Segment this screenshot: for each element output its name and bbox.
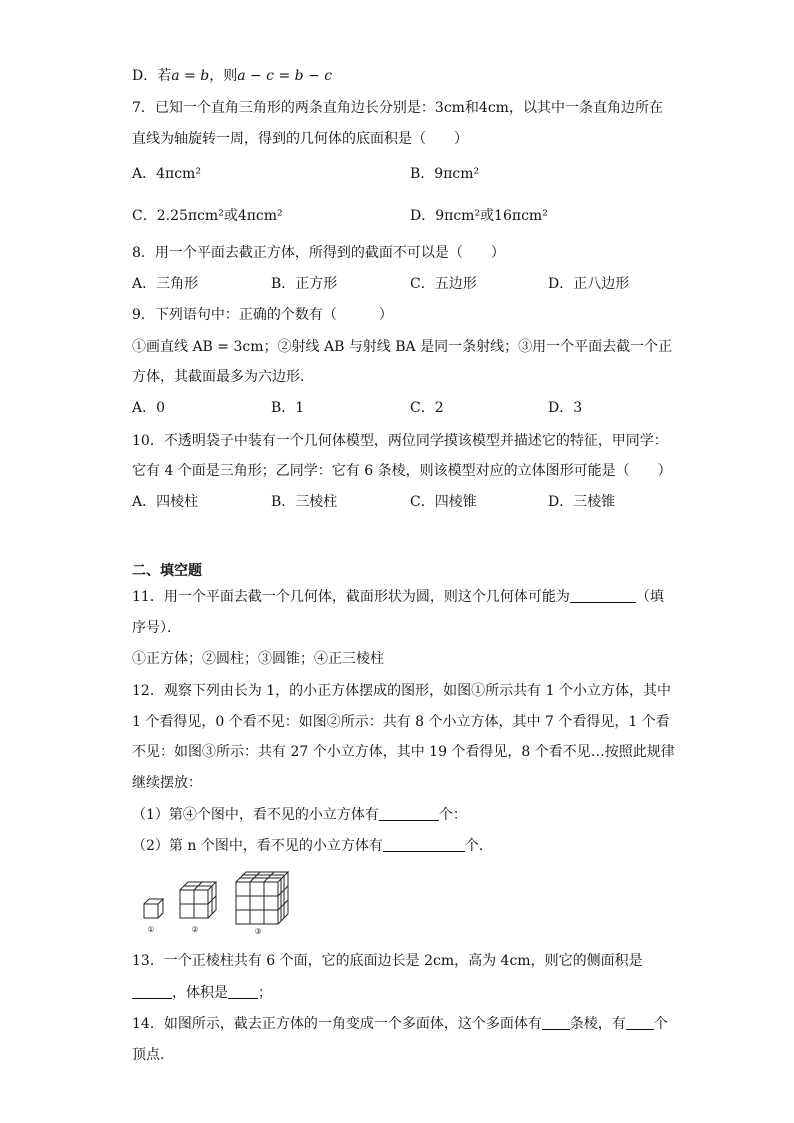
cube-figure-3 bbox=[236, 872, 288, 924]
section-title-fill-in: 二、填空题 bbox=[132, 563, 202, 579]
q9-option-c: C．2 bbox=[410, 400, 444, 416]
q14-stem-tail: 个 bbox=[653, 1016, 668, 1032]
cube-figure-1 bbox=[144, 899, 163, 918]
q6-option-d-eq: = bbox=[179, 68, 201, 84]
fig-label-3: ③ bbox=[254, 927, 262, 936]
q11-stem-line1 bbox=[132, 587, 664, 607]
cube-figure-2 bbox=[180, 882, 216, 918]
q12-sub1-tail: 个： bbox=[438, 807, 467, 823]
q6-option-d-b: b bbox=[200, 68, 210, 84]
q6-option-d bbox=[132, 66, 332, 86]
fig-label-1: ① bbox=[147, 925, 155, 934]
q9-body-line1: ①画直线 AB = 3cm；②射线 AB 与射线 BA 是同一条射线；③用一个平面去截一个正 bbox=[132, 339, 673, 355]
q9-option-b: B．1 bbox=[271, 400, 305, 416]
q7-option-d: D．9πcm²或16πcm² bbox=[410, 208, 548, 224]
q7-stem-line1: 7．已知一个直角三角形的两条直角边长分别是：3cm和4cm，以其中一条直角边所在 bbox=[132, 100, 663, 116]
q11-stem-line2: 序号）． bbox=[132, 620, 181, 636]
q7-option-c: C．2.25πcm²或4πcm² bbox=[132, 208, 283, 224]
q12-line1: 12．观察下列由长为 1，的小正方体摆成的图形，如图①所示共有 1 个小立方体，其中 bbox=[132, 683, 671, 699]
q7-option-b: B．9πcm² bbox=[410, 166, 480, 182]
q10-option-c: C．四棱锥 bbox=[410, 494, 477, 510]
q13-volume-blank[interactable] bbox=[228, 984, 258, 999]
q6-option-d-expr: a − c = b − c bbox=[237, 68, 333, 84]
q10-stem-line2: 它有 4 个面是三角形；乙同学：它有 6 条棱，则该模型对应的立体图形可能是（ ） bbox=[132, 463, 672, 479]
q13-line2 bbox=[132, 983, 272, 1003]
q12-sub2-blank[interactable] bbox=[383, 837, 465, 852]
q12-line3: 不见：如图③所示：共有 27 个小立方体，其中 19 个看得见，8 个看不见…按照此规律 bbox=[132, 744, 675, 760]
q9-stem: 9．下列语句中：正确的个数有（ ） bbox=[132, 307, 393, 323]
q13-lateral-area-blank[interactable] bbox=[132, 984, 172, 999]
q14-edges-blank[interactable] bbox=[542, 1015, 570, 1030]
q11-stem-tail: （填 bbox=[635, 589, 664, 605]
q14-line2: 顶点． bbox=[132, 1047, 174, 1063]
q9-option-a: A．0 bbox=[132, 400, 166, 416]
q8-stem: 8．用一个平面去截正方体，所得到的截面不可以是（ ） bbox=[132, 245, 505, 261]
q7-stem-line2: 直线为轴旋转一周，得到的几何体的底面积是（ ） bbox=[132, 131, 468, 147]
q14-vertices-blank[interactable] bbox=[626, 1015, 654, 1030]
q12-line4: 继续摆放： bbox=[132, 775, 202, 791]
q12-sub2-text: （2）第 n 个图中，看不见的小立方体有 bbox=[132, 838, 383, 854]
q10-option-d: D．三棱锥 bbox=[548, 494, 616, 510]
q6-option-d-a: a bbox=[171, 68, 180, 84]
q13-line2-mid: ，体积是 bbox=[172, 985, 228, 1001]
q13-line1: 13．一个正棱柱共有 6 个面，它的底面边长是 2cm，高为 4cm，则它的侧面积是 bbox=[132, 953, 643, 969]
q10-stem-line1: 10．不透明袋子中装有一个几何体模型，两位同学摸该模型并描述它的特征，甲同学： bbox=[132, 433, 668, 449]
q8-option-c: C．五边形 bbox=[410, 276, 477, 292]
q9-option-d: D．3 bbox=[548, 400, 583, 416]
q7-option-a: A．4πcm² bbox=[132, 166, 201, 182]
fig-label-2: ② bbox=[191, 925, 199, 934]
q12-sub1-blank[interactable] bbox=[379, 806, 439, 821]
q12-sub1-text: （1）第④个图中，看不见的小立方体有 bbox=[132, 807, 379, 823]
q14-line1 bbox=[132, 1014, 668, 1034]
q8-option-b: B．正方形 bbox=[271, 276, 338, 292]
q8-option-a: A．三角形 bbox=[132, 276, 199, 292]
q10-option-b: B．三棱柱 bbox=[271, 494, 338, 510]
q11-choices: ①正方体；②圆柱；③圆锥；④正三棱柱 bbox=[132, 651, 384, 667]
q12-line2: 1 个看得见，0 个看不见：如图②所示：共有 8 个小立方体，其中 7 个看得见，1 个看 bbox=[132, 714, 670, 730]
q14-stem-mid: 条棱，有 bbox=[569, 1016, 626, 1032]
q14-stem-text: 14．如图所示，截去正方体的一角变成一个多面体，这个多面体有 bbox=[132, 1016, 542, 1032]
q10-option-a: A．四棱柱 bbox=[132, 494, 199, 510]
q6-option-d-mid: ，则 bbox=[209, 68, 238, 84]
q12-cubes-figure bbox=[140, 868, 300, 936]
q6-option-d-label: D．若 bbox=[132, 68, 172, 84]
q9-body-line2: 方体，其截面最多为六边形． bbox=[132, 369, 314, 385]
q12-sub2 bbox=[132, 836, 493, 856]
q13-line2-tail: ； bbox=[258, 985, 272, 1001]
q11-answer-blank[interactable] bbox=[570, 588, 636, 603]
q8-option-d: D．正八边形 bbox=[548, 276, 630, 292]
q11-stem-text: 11．用一个平面去截一个几何体，截面形状为圆，则这个几何体可能为 bbox=[132, 589, 570, 605]
q12-sub1 bbox=[132, 805, 467, 825]
q12-sub2-tail: 个． bbox=[464, 838, 493, 854]
